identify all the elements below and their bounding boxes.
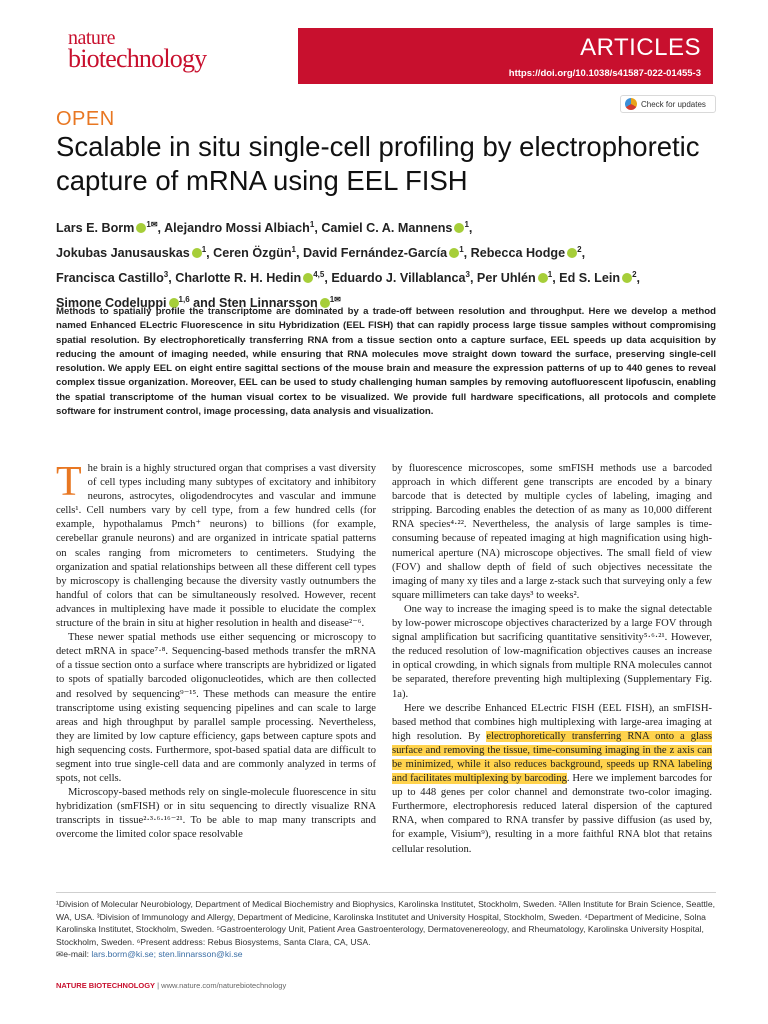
page-footer [56,981,286,990]
author-name[interactable]: , Rebecca Hodge [463,246,566,260]
orcid-icon[interactable] [136,223,146,233]
affiliations-footnote [56,898,716,961]
author-name[interactable]: , Charlotte R. H. Hedin [168,271,302,285]
body-paragraph [392,702,712,857]
author-name[interactable]: , David Fernández-García [296,246,448,260]
author-name[interactable]: Lars E. Borm [56,221,135,235]
orcid-icon[interactable] [622,273,632,283]
drop-cap: T [56,459,82,505]
body-paragraph: Microscopy-based methods rely on single-molecule fluorescence in situ hybridization (smFISH) or in situ sequencing to directly visualize RNA transcripts in tissue²·³·⁶·¹⁶⁻²¹. To be able to map many transcripts and overcome the limited color space resolvable [56,787,376,841]
author-name[interactable]: and Sten Linnarsson [189,296,318,310]
footer-separator: | [155,981,162,990]
affiliations-text: ¹Division of Molecular Neurobiology, Department of Medical Biochemistry and Biophysics, Karolinska Institutet, Stockholm, Sweden. ²Allen Institute for Brain Science, Seattle, WA, USA. ³Division of Immunology and Allergy, Department of Medicine, Karolinska Institutet and University Hospital, Stockholm, Sweden. ⁴Department of Medicine, Solna Karolinska Institutet, Stockholm, Sweden. ⁵Gastroenterology Unit, Patient Area Gastroenterology, Dermatovenereology, and Rheumatology, Karolinska University Hospital, Stockholm, Sweden. ⁶Present address: Rebus Biosystems, Santa Clara, CA, USA. [56,899,715,947]
author-name[interactable]: , Ceren Özgün [206,246,292,260]
body-paragraph: These newer spatial methods use either sequencing or microscopy to detect mRNA in space⁷·⁸. Sequencing-based methods transfer the mRNA of a tissue section onto a surface where transcripts are hybridized or ligated to spots of spatially barcoded oligonucleotides, which are then collected and resolved by sequencing⁹⁻¹⁵. These methods can measure the entire transcriptome using existing sequencing pipelines and can scale to large areas and high throughput by parallel sample processing. Nevertheless, they are limited by low capture efficiency, gaps between capture spots and high sequencing costs. Furthermore, spot-based spatial data are difficult to segment into true single-cell data and are commonly analyzed in terms of spots, not cells. [56,632,376,785]
abstract: Methods to spatially profile the transcriptome are dominated by a trade-off between resolution and throughput. Here we develop a method named Enhanced ELectric Fluorescence in situ Hybridization (EEL FISH) that can rapidly process large tissue samples without compromising spatial resolution. By electrophoretically transferring RNA from a tissue section onto a capture surface, EEL speeds up data acquisition by reducing the amount of imaging needed, while ensuring that RNA molecules move straight down toward the surface, preserving single-cell resolution. We apply EEL on eight entire sagittal sections of the mouse brain and measure the expression patterns of up to 440 genes to reveal complex tissue organization. Moreover, EEL can be used to study challenging human samples by removing autofluorescent lipofuscin, enabling the spatial transcriptome of the human visual cortex to be visualized. We provide full hardware specifications, all protocols and complete software for instrument control, image processing, data analysis and visualization. [56,306,716,418]
email-links[interactable]: lars.borm@ki.se; sten.linnarsson@ki.se [91,949,243,960]
affiliation-sup: 3 [465,270,470,279]
check-updates-label: Check for updates [641,99,706,109]
author-line-3: Francisca Castillo$^3$, Charlotte R. H. Hedin $^{4,5}$, Eduardo J. Villablanca$^3$, Per Uhlén $^1$, Ed S. Lein $^2$, [56,270,641,285]
body-paragraph: One way to increase the imaging speed is to make the signal detectable by low-power microscope objectives characterized by a large FOV through signal amplification but sacrificing quantitative sensitivity⁵·⁶·²¹. However, the reduced resolution of low-magnification objectives causes an increase in optical crowding, in which signals from multiple RNA molecules cannot be separated, therefore preventing high multiplexing (Supplementary Fig. 1a). [392,603,712,700]
affiliation-sup: 1 [291,245,296,254]
author-name[interactable]: , Alejandro Mossi Albiach [157,221,310,235]
body-column-right [392,462,712,857]
affiliation-sup: 4,5 [313,270,325,279]
email-label: ✉e-mail: [56,949,92,960]
paragraph-text: . Here we implement barcodes for up to 448 genes per color channel and demonstrate two-color imaging. Furthermore, electrophoresis reduced lateral dispersion of the captured RNA, when compared to RNA transfer by passive diffusion (as used by, for example, Visium⁹), resulting in a more faithful RNA blot that retains cellular resolution. [392,773,712,855]
affiliation-sup: 1✉ [146,220,158,229]
author-name[interactable]: , Camiel C. A. Mannens [314,221,453,235]
affiliation-sup: 1 [459,245,464,254]
author-name[interactable]: , Per Uhlén [469,271,536,285]
logo-line1: nature [68,27,115,49]
affiliation-sup: 1 [201,245,207,254]
paragraph-text: Here we describe Enhanced ELectric FISH (EEL FISH), an smFISH-based method that combines high multiplexing with large-area imaging at high resolution. By [392,702,712,742]
body-column-left [56,459,376,843]
open-access-label: OPEN [56,108,115,130]
body-paragraph: by fluorescence microscopes, some smFISH methods use a barcoded approach in which different gene transcripts are encoded by a binary barcode that is detected by multiple cycles of labeling, imaging and stripping. Barcoding enables the detection of as many as 10,000 different RNA species⁴·²². Nevertheless, the analysis of large samples is time-consuming because of repeated imaging at high magnification using high-numerical aperture (NA) microscope objectives. The small field of view (FOV) and shallow depth of field of such objectives necessitate the imaging of many xy tiles and a large z-stack such that surveying only a few square millimeters can take days³ to weeks². [392,463,712,601]
affiliation-sup: 3 [163,270,169,279]
affiliation-sup: 1 [464,220,469,229]
footer-url[interactable]: www.nature.com/naturebiotechnology [161,981,287,990]
orcid-icon[interactable] [538,273,548,283]
affiliation-sup: 1 [309,220,315,229]
orcid-icon[interactable] [567,248,577,258]
author-name[interactable]: Simone Codeluppi [56,296,167,310]
author-name[interactable]: Jokubas Janusauskas [56,246,190,260]
doi-link[interactable]: https://doi.org/10.1038/s41587-022-01455-3 [508,68,701,79]
author-name[interactable]: Francisca Castillo [56,271,164,285]
orcid-icon[interactable] [449,248,459,258]
author-name[interactable]: , Ed S. Lein [552,271,621,285]
highlighted-text[interactable]: electrophoretically transferring RNA onto a glass surface and removing the tissue, time-consuming imaging in the z axis can be minimized, while it also reduces background, speeds up RNA labeling and facilitates multiplexing by barcoding [392,730,712,785]
affiliation-sup: 1✉ [329,295,341,304]
journal-logo[interactable] [68,28,206,72]
check-updates-button[interactable] [620,95,716,113]
affiliation-sup: 1 [547,270,553,279]
affiliation-sup: 2 [577,245,582,254]
orcid-icon[interactable] [454,223,464,233]
author-line-2: Jokubas Janusauskas $^1$, Ceren Özgün$^1$, David Fernández-García $^1$, Rebecca Hodge $^2$, [56,245,586,260]
orcid-icon[interactable] [192,248,202,258]
section-header [298,28,713,84]
author-list [56,214,736,314]
orcid-icon[interactable] [303,273,313,283]
footnote-divider [56,892,716,893]
footer-journal: NATURE BIOTECHNOLOGY [56,981,156,990]
affiliation-sup: 1,6 [178,295,190,304]
crossmark-icon [625,98,637,110]
logo-line2: biotechnology [68,44,207,73]
affiliation-sup: 2 [632,270,637,279]
author-name[interactable]: , Eduardo J. Villablanca [324,271,466,285]
article-title: Scalable in situ single-cell profiling by electrophoretic capture of mRNA using EEL FISH [56,131,700,196]
paragraph-text: he brain is a highly structured organ that comprises a vast diversity of cell types including many subtypes of excitatory and inhibitory neurons, astrocytes, oligodendrocytes and vascular and immune cells¹. Cell numbers vary by cell type, from a few hundred cells (for example, hypothalamus Pmch⁺ neurons) to billions (for example, cerebellar granule neurons) and are organized in intricate spatial patterns on scales ranging from micrometers to centimeters. Studying the organization and spatial relationships between all these different cell types by microscopy is challenging because the diversity vastly outnumbers the handful of colors that can be simultaneously resolved. However, recent advances in multiplexing have made it possible to elucidate the complex structure of the brain in situ at higher resolution in health and disease²⁻⁶. [56,463,376,630]
body-paragraph [56,459,376,631]
section-label: ARTICLES [580,34,701,61]
author-line-1: Lars E. Borm $^{1✉}$, Alejandro Mossi Albiach$^1$, Camiel C. A. Mannens $^1$, [56,220,473,235]
